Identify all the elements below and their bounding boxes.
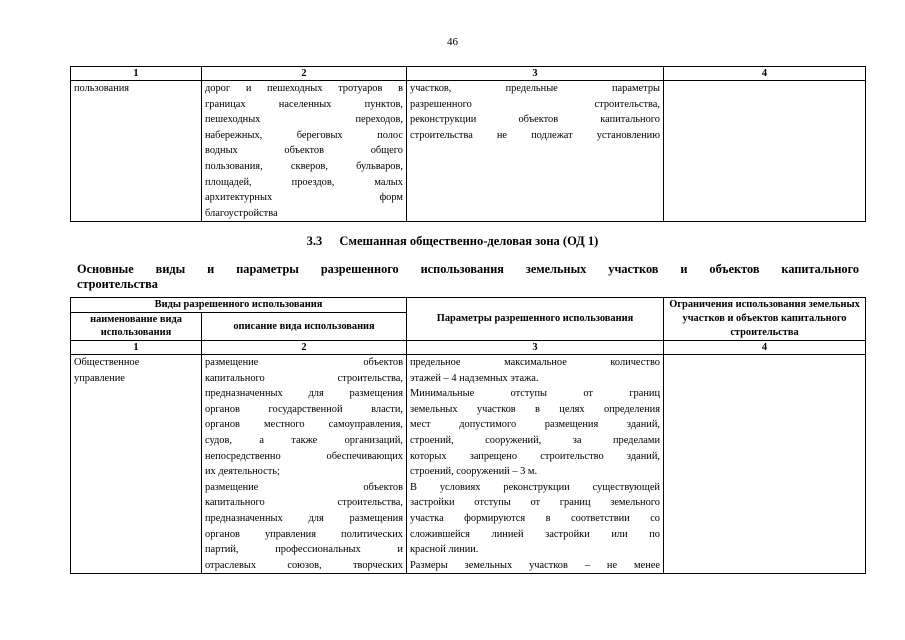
cell-text-line: капитального строительства, <box>205 497 403 509</box>
use-name-header: наименование вида использования <box>71 312 202 340</box>
cell-text-line: участков, предельные параметры <box>410 83 660 94</box>
column-number-row <box>71 67 866 81</box>
cell-text-line: водных объектов общего <box>205 145 403 157</box>
use-description-header: описание вида использования <box>202 312 407 340</box>
section-heading <box>0 234 905 249</box>
cell-text-line: сложившейся линией застройки или по <box>410 528 660 540</box>
column-number: 1 <box>71 341 202 355</box>
column-number-row <box>71 341 866 355</box>
continuation-table <box>70 66 866 222</box>
cell-text-line: органов местного самоуправления, <box>205 419 403 431</box>
restrictions-cell <box>664 355 866 574</box>
cell-text-line: капитального строительства, <box>205 372 403 384</box>
cell-text-line: Размеры земельных участков – не менее <box>410 559 660 571</box>
cell-text-line: Общественное <box>74 357 140 368</box>
group-header: Виды разрешенного использования <box>71 298 407 313</box>
use-description-cell <box>202 81 407 222</box>
column-number: 4 <box>664 341 866 355</box>
parameters-cell <box>407 355 664 574</box>
cell-text-line: их деятельность; <box>205 466 280 478</box>
cell-text-line: этажей – 4 надземных этажа. <box>410 372 539 384</box>
table-caption <box>77 262 859 292</box>
cell-text-line: реконструкции объектов капитального <box>410 114 660 126</box>
cell-text-line: размещение объектов <box>205 481 403 493</box>
cell-text-line: Минимальные отступы от границ <box>410 388 660 400</box>
cell-text-line: мест допустимого размещения зданий, <box>410 419 660 431</box>
cell-text-line: предназначенных для размещения <box>205 512 403 524</box>
table-caption-line: строительства <box>77 277 158 291</box>
cell-text-line: строительства не подлежат установлению <box>410 129 660 141</box>
table-row <box>71 81 866 222</box>
restrictions-cell <box>664 81 866 222</box>
header-row <box>71 298 866 313</box>
cell-text-line: дорог и пешеходных тротуаров в <box>205 83 403 94</box>
cell-text-line: судов, а также организаций, <box>205 434 403 446</box>
column-number: 3 <box>407 67 664 81</box>
parameters-cell <box>407 81 664 222</box>
cell-text-line: застройки отступы от границ земельного <box>410 497 660 509</box>
cell-text-line: строений, сооружений, за пределами <box>410 434 660 446</box>
use-name-cell <box>71 355 202 574</box>
cell-text-line: участка формируются в соответствии со <box>410 512 660 524</box>
cell-text-line: партий, профессиональных и <box>205 544 403 556</box>
cell-text-line: архитектурных форм <box>205 192 403 204</box>
restrictions-header: Ограничения использования земельных участков и объектов капитального строительства <box>664 298 866 341</box>
cell-text-line: красной линии. <box>410 544 479 556</box>
page-number: 46 <box>447 36 458 48</box>
cell-text-line: органов управления политических <box>205 528 403 540</box>
zone-table <box>70 297 866 574</box>
cell-text-line: благоустройства <box>205 207 278 219</box>
cell-text-line: предназначенных для размещения <box>205 388 403 400</box>
cell-text-line: строений, сооружений – 3 м. <box>410 466 538 478</box>
column-number: 1 <box>71 67 202 81</box>
column-number: 3 <box>407 341 664 355</box>
section-number: 3.3 <box>306 234 323 248</box>
cell-text-line: размещение объектов <box>205 357 403 368</box>
cell-text-line: разрешенного строительства, <box>410 98 660 110</box>
use-name-cell <box>71 81 202 222</box>
cell-text-line: управление <box>74 372 125 384</box>
column-number: 2 <box>202 67 407 81</box>
cell-text-line: земельных участков в целях определения <box>410 403 660 415</box>
cell-text-line: предельное максимальное количество <box>410 357 660 368</box>
cell-text-line: пользования, скверов, бульваров, <box>205 160 403 172</box>
cell-text-line: отраслевых союзов, творческих <box>205 559 403 571</box>
section-title: Смешанная общественно-деловая зона (ОД 1) <box>339 234 599 248</box>
cell-text-line: непосредственно обеспечивающих <box>205 450 403 462</box>
cell-text-line: которых запрещено строительство зданий, <box>410 450 660 462</box>
column-number: 2 <box>202 341 407 355</box>
table-row <box>71 355 866 574</box>
cell-text-line: границах населенных пунктов, <box>205 98 403 110</box>
table-caption-line: Основные виды и параметры разрешенного использования земельных участков и объектов капитального <box>77 262 859 276</box>
column-number: 4 <box>664 67 866 81</box>
cell-text-line: пользования <box>74 83 130 94</box>
cell-text-line: органов государственной власти, <box>205 403 403 415</box>
cell-text-line: В условиях реконструкции существующей <box>410 481 660 493</box>
cell-text-line: набережных, береговых полос <box>205 129 403 141</box>
cell-text-line: площадей, проездов, малых <box>205 176 403 188</box>
cell-text-line: пешеходных переходов, <box>205 114 403 126</box>
parameters-header: Параметры разрешенного использования <box>407 298 664 341</box>
use-description-cell <box>202 355 407 574</box>
